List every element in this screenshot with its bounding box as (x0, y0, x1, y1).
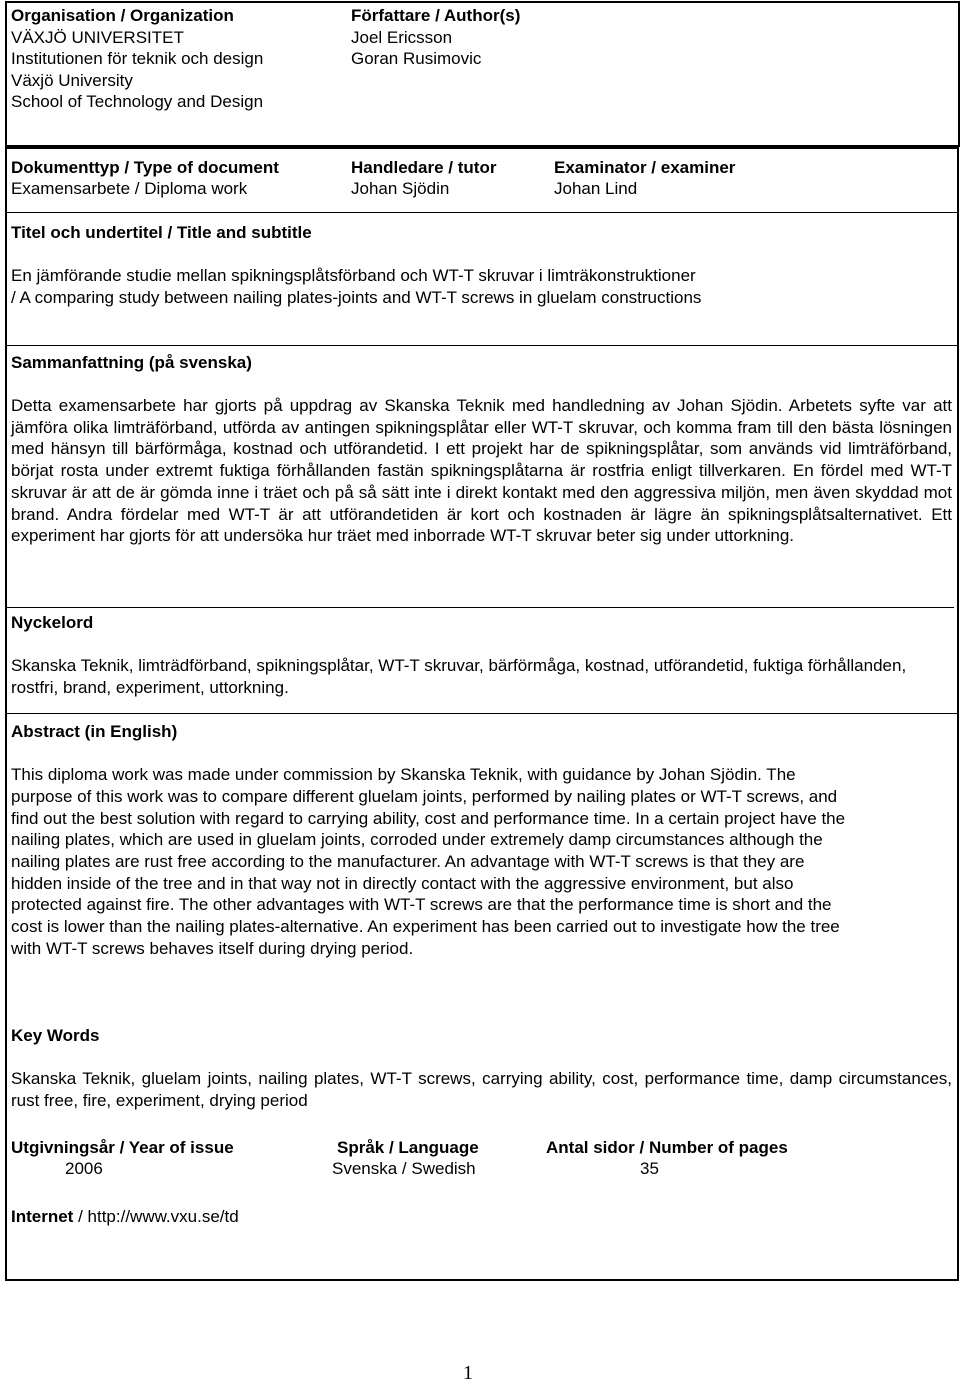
abstract-en-line: with WT-T screws behaves itself during drying period. (11, 939, 414, 958)
author-name: Goran Rusimovic (351, 49, 482, 68)
language-label: Språk / Language (337, 1138, 479, 1157)
abstract-en-line: purpose of this work was to compare different gluelam joints, performed by nailing plates or WT-T screws, and (11, 787, 838, 806)
divider-before-summary (6, 345, 958, 346)
abstract-en-line: nailing plates, which are used in gluelam joints, corroded under extremely damp circumstances although the (11, 830, 823, 849)
keywords-sv-label: Nyckelord (11, 613, 94, 632)
keywords-en-text: Skanska Teknik, gluelam joints, nailing plates, WT-T screws, carrying ability, cost, performance time, damp circumstances, rust free, fire, experiment, drying period (11, 1069, 952, 1110)
pages-label: Antal sidor / Number of pages (546, 1138, 788, 1157)
internet-row (11, 1206, 239, 1228)
abstract-en-line: nailing plates are rust free according to the manufacturer. An advantage with WT-T screws is that they are (11, 852, 805, 871)
divider-before-keywords (6, 607, 954, 608)
pages-value: 35 (640, 1159, 659, 1178)
examiner-label: Examinator / examiner (554, 158, 736, 177)
examiner-value: Johan Lind (554, 179, 638, 198)
author-label: Författare / Author(s) (351, 6, 521, 25)
page-number: 1 (463, 1362, 473, 1384)
title-line-sv: En jämförande studie mellan spikningsplåtsförband och WT-T skruvar i limträkonstruktioner (11, 266, 696, 285)
year-value: 2006 (65, 1159, 103, 1178)
internet-separator: / (73, 1207, 88, 1226)
organisation-line: Växjö University (11, 71, 133, 90)
abstract-en-line: This diploma work was made under commission by Skanska Teknik, with guidance by Johan Sjödin. The (11, 765, 796, 784)
language-value: Svenska / Swedish (332, 1159, 476, 1178)
organisation-line: VÄXJÖ UNIVERSITET (11, 28, 184, 47)
doc-type-value: Examensarbete / Diploma work (11, 179, 248, 198)
organisation-label: Organisation / Organization (11, 6, 234, 25)
tutor-value: Johan Sjödin (351, 179, 450, 198)
doc-type-label: Dokumenttyp / Type of document (11, 158, 279, 177)
summary-sv-text: Detta examensarbete har gjorts på uppdrag av Skanska Teknik med handledning av Johan Sjödin. Arbetets syfte var att jämföra olika limträförband, utförda av antingen spikningsplåtar eller WT-T skruvar, och komma fram till den bästa lösningen med hänsyn till bärförmåga, kostnad och utförandetid. I ett projekt har de spikningsplåtar, som används vid limträförband, börjat rosta under extremt fuktiga förhållanden fastän spikningsplåtarna är rostfria enligt tillverkaren. En fördel med WT-T skruvar är att de är gömda inne i träet och på så sätt inte i direkt kontakt med den aggressiva miljön, men även skyddad mot brand. Andra fördelar med WT-T är att utförandetiden är kort och kostnaden är lägre än spikningsplåtsalternativet. Ett experiment har gjorts för att undersöka hur träet med inborrade WT-T skruvar beter sig under uttorkning. (11, 396, 952, 546)
abstract-en-line: hidden inside of the tree and in that way not in directly contact with the aggressive environment, but also (11, 874, 794, 893)
abstract-en-line: protected against fire. The other advantages with WT-T screws are that the performance time is short and the (11, 895, 832, 914)
divider-before-title (6, 212, 958, 213)
divider-before-abstract (6, 713, 958, 714)
internet-link[interactable]: http://www.vxu.se/td (87, 1207, 239, 1226)
author-name: Joel Ericsson (351, 28, 453, 47)
organisation-line: Institutionen för teknik och design (11, 49, 264, 68)
keywords-en-label: Key Words (11, 1026, 100, 1045)
abstract-en-line: find out the best solution with regard to carrying ability, cost and performance time. In a certain project have the (11, 809, 846, 828)
year-label: Utgivningsår / Year of issue (11, 1138, 234, 1157)
keywords-sv-text: Skanska Teknik, limträdförband, spikningsplåtar, WT-T skruvar, bärförmåga, kostnad, utförandetid, fuktiga förhållanden, rostfri, brand, experiment, uttorkning. (11, 656, 907, 697)
summary-sv-label: Sammanfattning (på svenska) (11, 353, 252, 372)
title-line-en: / A comparing study between nailing plates-joints and WT-T screws in gluelam constructions (11, 288, 702, 307)
tutor-label: Handledare / tutor (351, 158, 497, 177)
internet-label: Internet (11, 1207, 74, 1226)
abstract-en-line: cost is lower than the nailing plates-alternative. An experiment has been carried out to investigate how the tree (11, 917, 840, 936)
organisation-line: School of Technology and Design (11, 92, 264, 111)
title-label: Titel och undertitel / Title and subtitle (11, 223, 312, 242)
abstract-en-label: Abstract (in English) (11, 722, 178, 741)
